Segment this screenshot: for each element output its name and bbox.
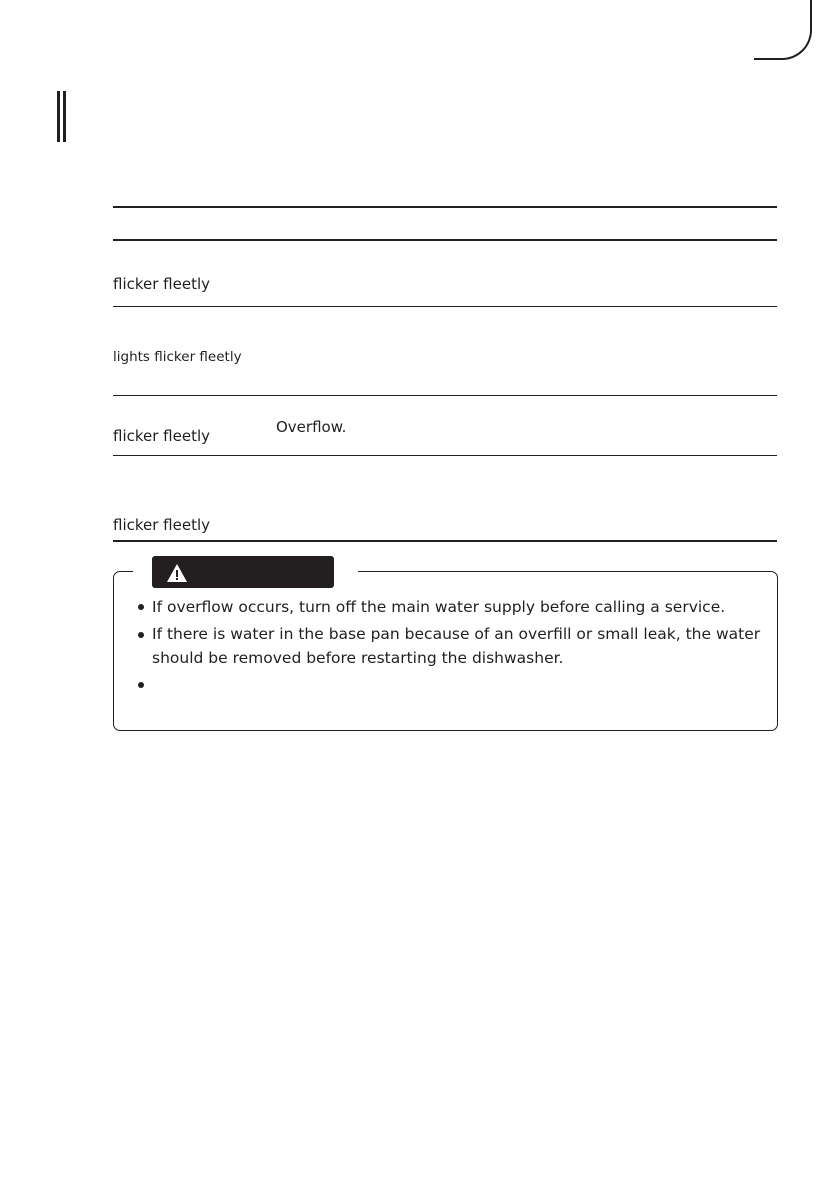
bullet-icon bbox=[138, 604, 144, 610]
warning-label bbox=[152, 556, 334, 588]
table-top-rule bbox=[113, 206, 777, 208]
table-row-1-condition: flicker fleetly bbox=[113, 275, 211, 293]
table-row-4-condition: flicker fleetly bbox=[113, 516, 211, 534]
table-row-3-condition: flicker fleetly bbox=[113, 427, 211, 445]
table-row-divider bbox=[113, 395, 777, 396]
table-bottom-rule bbox=[113, 540, 777, 542]
warning-item-2-line-1: If there is water in the base pan because of an overfill or small leak, the water bbox=[152, 625, 761, 643]
warning-triangle-icon bbox=[166, 563, 188, 583]
table-row-divider bbox=[113, 306, 777, 307]
bullet-icon bbox=[138, 632, 144, 638]
page-corner-curve bbox=[754, 0, 812, 60]
warning-item-1: If overflow occurs, turn off the main water supply before calling a service. bbox=[152, 598, 726, 616]
warning-item-2-line-2: should be removed before restarting the dishwasher. bbox=[152, 649, 564, 667]
bullet-icon bbox=[138, 682, 144, 688]
table-row-3-meaning: Overflow. bbox=[276, 418, 347, 436]
table-row-divider bbox=[113, 455, 777, 456]
section-marker-bars bbox=[57, 91, 66, 142]
table-header-rule bbox=[113, 239, 777, 241]
table-row-2-condition: lights flicker fleetly bbox=[113, 349, 242, 365]
